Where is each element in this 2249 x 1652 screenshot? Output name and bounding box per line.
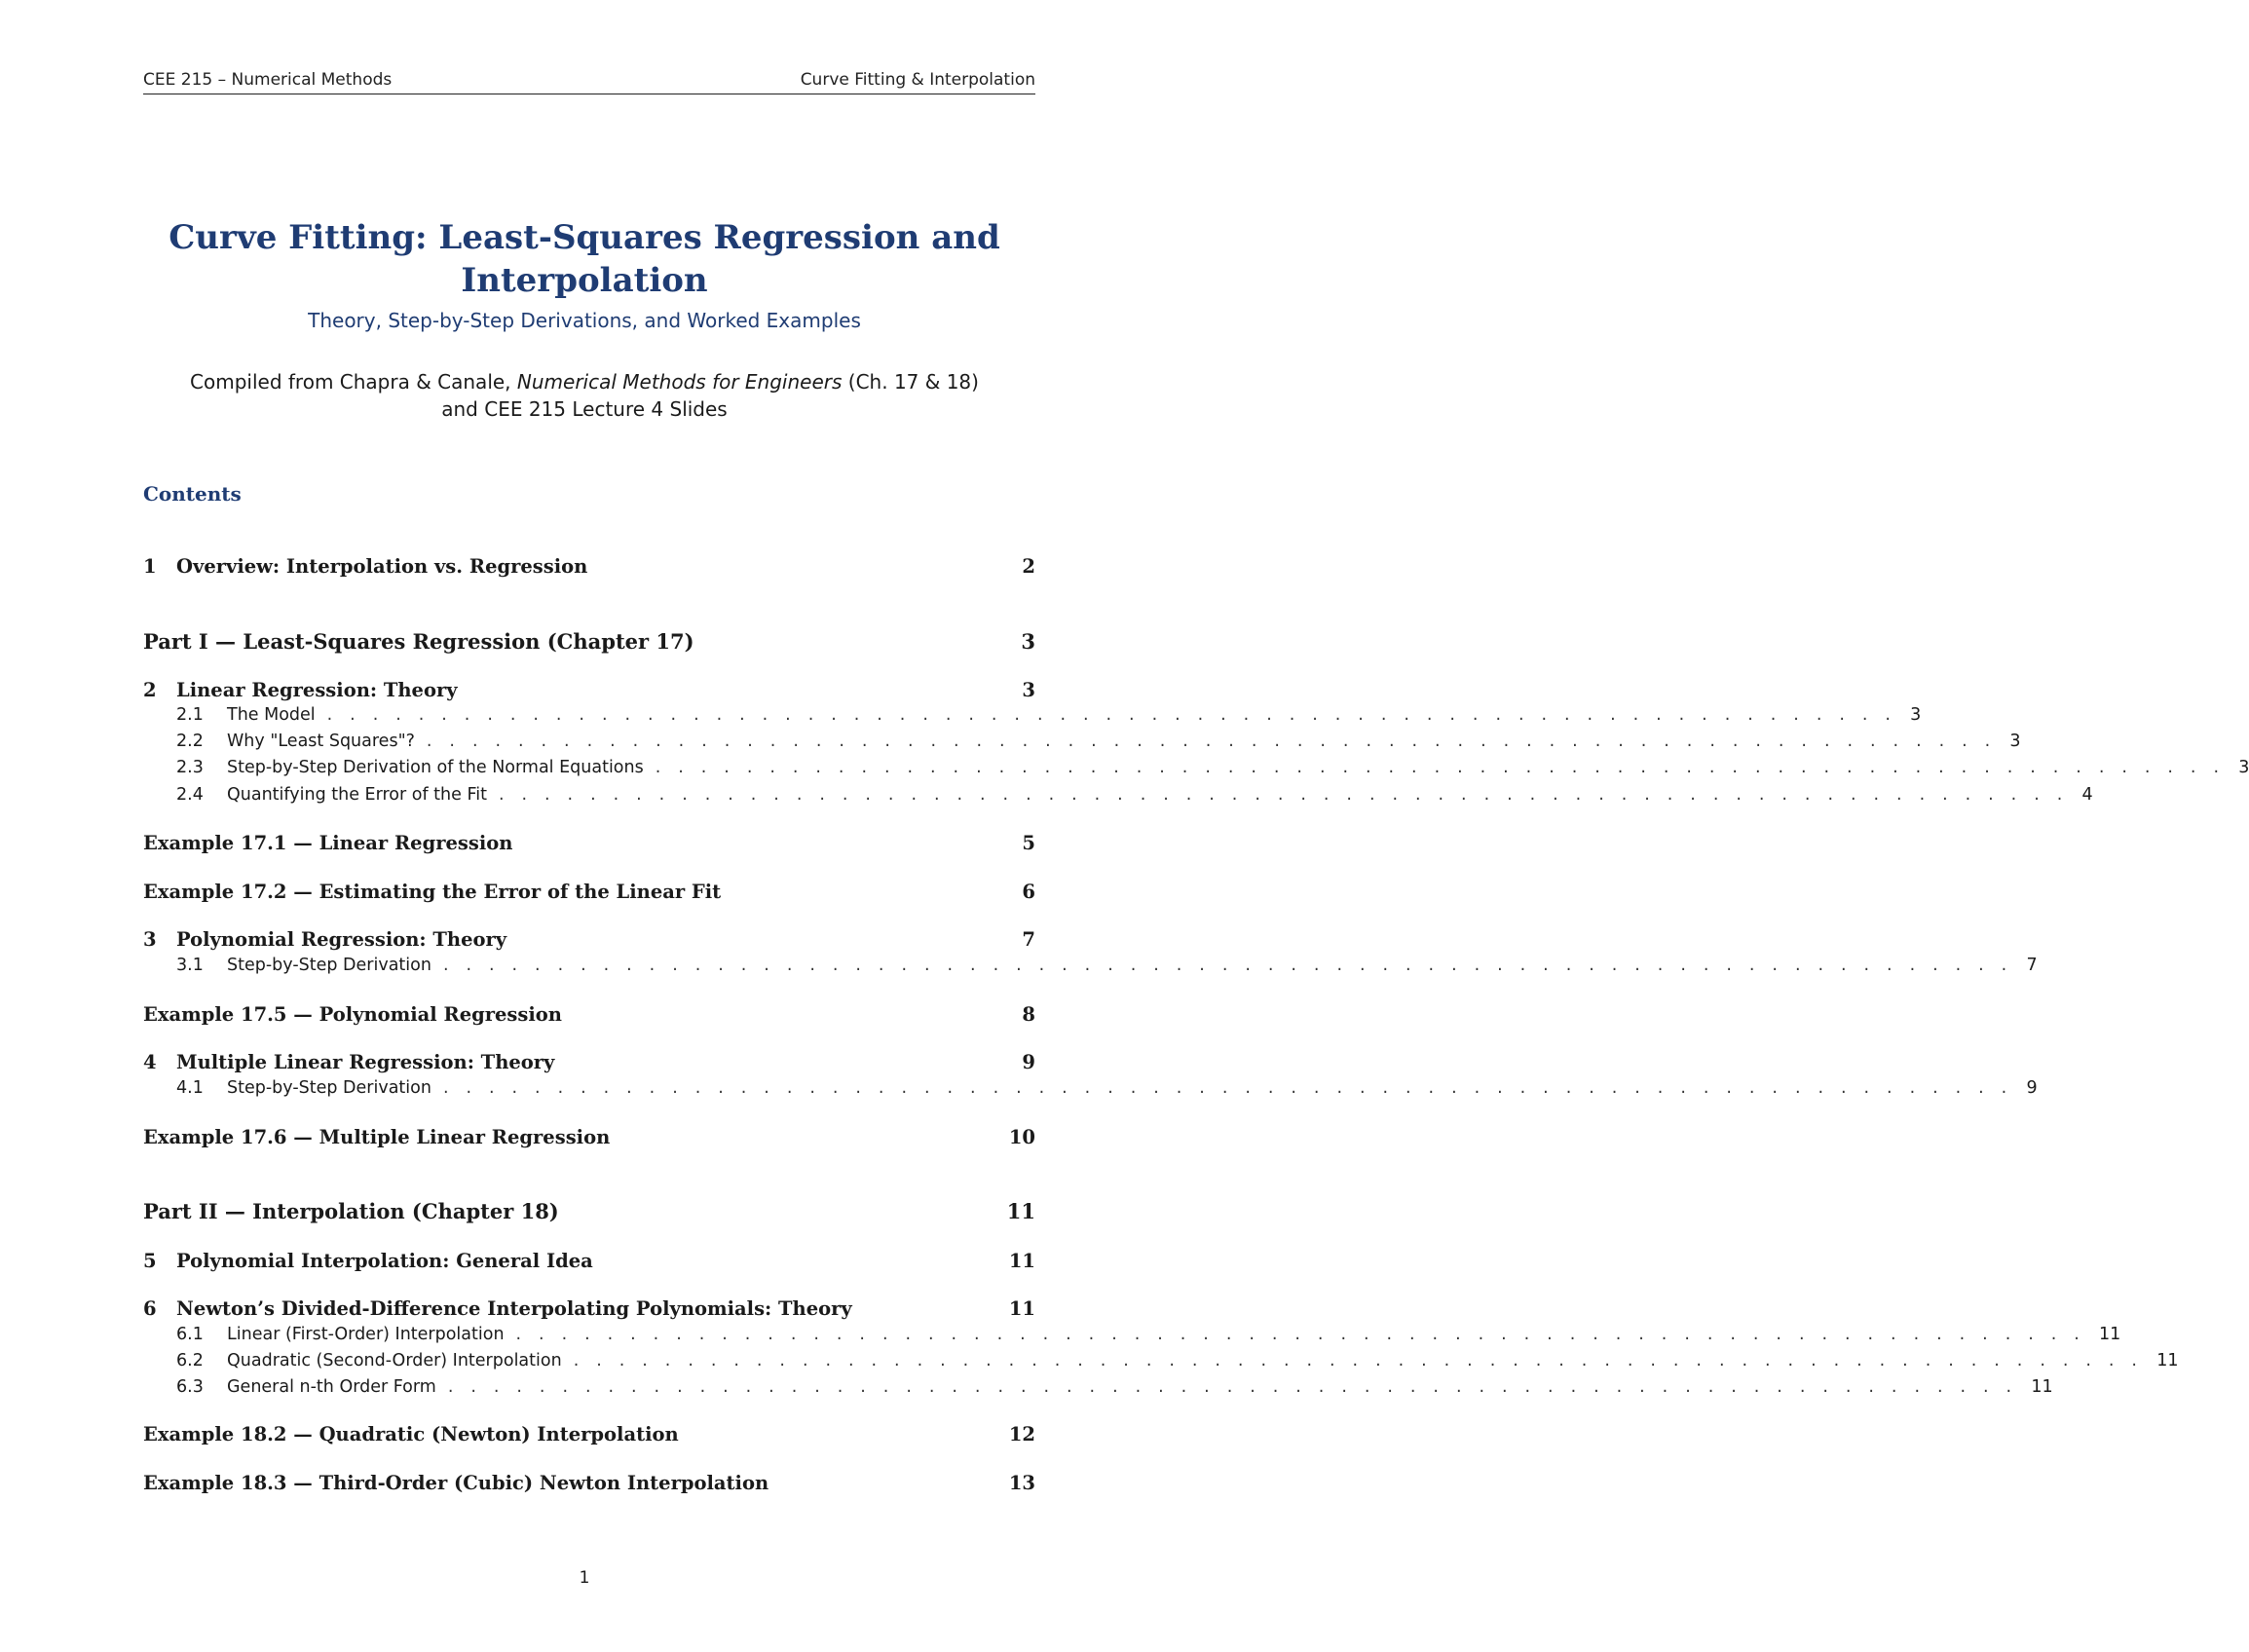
page-number: 1 [579, 1568, 590, 1588]
toc-page: 11 [1008, 1250, 1035, 1272]
toc-section-6[interactable] [143, 1297, 1035, 1320]
toc-section-1[interactable] [143, 555, 1035, 578]
toc-part-2[interactable] [143, 1199, 1035, 1223]
toc-page: 7 [2026, 956, 2038, 975]
source-book-title: Numerical Methods for Engineers [516, 370, 843, 394]
toc-page: 4 [2081, 785, 2093, 805]
toc-title: Example 17.5 — Polynomial Regression [143, 1003, 562, 1026]
toc-number: 3 [143, 928, 157, 951]
running-header [143, 68, 1035, 94]
title-line-2: Interpolation [461, 261, 708, 300]
toc-number: 3.1 [176, 956, 204, 975]
toc-title: Step-by-Step Derivation [227, 1078, 431, 1098]
toc-title: Linear Regression: Theory [176, 679, 458, 701]
toc-subsection-6-3[interactable] [143, 1377, 2053, 1397]
toc-page: 9 [2026, 1078, 2038, 1098]
toc-leader-dots: . . . . . . . . . . . . . . . . . . . . . . . . . . . . . . . . . . . . . . . . . . . . . . . . . . . . . . . . . . . . . . . . . . . . . [426, 732, 1997, 751]
toc-subsection-2-2[interactable] [143, 732, 2021, 751]
toc-example-18-2[interactable] [143, 1423, 1035, 1446]
title-line-1: Curve Fitting: Least-Squares Regression and [169, 218, 1000, 257]
toc-number: 2.3 [176, 758, 204, 777]
header-topic: Curve Fitting & Interpolation [800, 70, 1035, 90]
toc-title: Newton’s Divided-Difference Interpolating Polynomials: Theory [176, 1297, 852, 1320]
source-suffix: (Ch. 17 & 18) [847, 370, 979, 394]
source-note [146, 368, 1023, 423]
toc-page: 11 [2031, 1377, 2053, 1397]
toc-title: Quantifying the Error of the Fit [227, 785, 487, 805]
toc-title: The Model [227, 705, 316, 725]
toc-page: 11 [2156, 1351, 2179, 1370]
toc-number: 2.1 [176, 705, 204, 725]
toc-subsection-6-1[interactable] [143, 1325, 2121, 1344]
toc-page: 7 [1022, 928, 1035, 951]
toc-example-17-2[interactable] [143, 881, 1035, 903]
toc-leader-dots: . . . . . . . . . . . . . . . . . . . . . . . . . . . . . . . . . . . . . . . . . . . . . . . . . . . . . . . . . . . . . . . . . . . . . [326, 705, 1897, 725]
toc-page: 13 [1008, 1472, 1035, 1494]
toc-number: 4.1 [176, 1078, 204, 1098]
toc-leader-dots: . . . . . . . . . . . . . . . . . . . . . . . . . . . . . . . . . . . . . . . . . . . . . . . . . . . . . . . . . . . . . . . . . . . . . [442, 1078, 2013, 1098]
toc-page: 8 [1022, 1003, 1035, 1026]
toc-part-1[interactable] [143, 629, 1035, 654]
toc-subsection-6-2[interactable] [143, 1351, 2179, 1370]
toc-number: 2.4 [176, 785, 204, 805]
toc-section-4[interactable] [143, 1051, 1035, 1073]
toc-number: 2.2 [176, 732, 204, 751]
toc-title: General n-th Order Form [227, 1377, 436, 1397]
toc-subsection-4-1[interactable] [143, 1078, 2038, 1098]
toc-section-5[interactable] [143, 1250, 1035, 1272]
toc-page: 3 [1910, 705, 1922, 725]
toc-page: 3 [2238, 758, 2249, 777]
toc-subsection-2-4[interactable] [143, 785, 2093, 805]
toc-page: 3 [1022, 679, 1035, 701]
toc-page: 5 [1022, 832, 1035, 854]
toc-subsection-2-3[interactable] [143, 758, 2249, 777]
toc-page: 11 [1006, 1199, 1035, 1223]
toc-number: 1 [143, 555, 157, 578]
toc-title: Overview: Interpolation vs. Regression [176, 555, 588, 578]
toc-subsection-2-1[interactable] [143, 705, 1922, 725]
toc-example-17-5[interactable] [143, 1003, 1035, 1026]
toc-title: Polynomial Regression: Theory [176, 928, 507, 951]
toc-page: 9 [1022, 1051, 1035, 1073]
toc-page: 11 [2099, 1325, 2121, 1344]
toc-title: Step-by-Step Derivation [227, 956, 431, 975]
source-line-2: and CEE 215 Lecture 4 Slides [441, 397, 728, 421]
toc-title: Example 17.6 — Multiple Linear Regression [143, 1126, 611, 1148]
toc-title: Multiple Linear Regression: Theory [176, 1051, 555, 1073]
toc-leader-dots: . . . . . . . . . . . . . . . . . . . . . . . . . . . . . . . . . . . . . . . . . . . . . . . . . . . . . . . . . . . . . . . . . . . . . [442, 956, 2013, 975]
source-line-1 [146, 368, 1023, 395]
toc-title: Part II — Interpolation (Chapter 18) [143, 1199, 559, 1223]
toc-number: 5 [143, 1250, 157, 1272]
toc-number: 2 [143, 679, 157, 701]
toc-page: 3 [2009, 732, 2021, 751]
toc-title: Linear (First-Order) Interpolation [227, 1325, 505, 1344]
toc-title: Step-by-Step Derivation of the Normal Equations [227, 758, 644, 777]
toc-title: Part I — Least-Squares Regression (Chapter 17) [143, 629, 694, 654]
document-title [146, 216, 1023, 302]
toc-title: Example 17.1 — Linear Regression [143, 832, 513, 854]
toc-section-2[interactable] [143, 679, 1035, 701]
toc-title: Example 18.3 — Third-Order (Cubic) Newton Interpolation [143, 1472, 769, 1494]
toc-example-17-6[interactable] [143, 1126, 1035, 1148]
toc-number: 6.1 [176, 1325, 204, 1344]
toc-section-3[interactable] [143, 928, 1035, 951]
toc-number: 6.2 [176, 1351, 204, 1370]
toc-number: 6.3 [176, 1377, 204, 1397]
toc-leader-dots: . . . . . . . . . . . . . . . . . . . . . . . . . . . . . . . . . . . . . . . . . . . . . . . . . . . . . . . . . . . . . . . . . . . . . [498, 785, 2069, 805]
toc-subsection-3-1[interactable] [143, 956, 2038, 975]
toc-page: 12 [1008, 1423, 1035, 1446]
toc-title: Example 17.2 — Estimating the Error of the Linear Fit [143, 881, 722, 903]
contents-heading: Contents [143, 482, 242, 506]
toc-title: Example 18.2 — Quadratic (Newton) Interpolation [143, 1423, 679, 1446]
toc-page: 6 [1022, 881, 1035, 903]
toc-leader-dots: . . . . . . . . . . . . . . . . . . . . . . . . . . . . . . . . . . . . . . . . . . . . . . . . . . . . . . . . . . . . . . . . . . . . . [573, 1351, 2144, 1370]
toc-number: 4 [143, 1051, 157, 1073]
toc-page: 3 [1021, 629, 1035, 654]
toc-page: 2 [1022, 555, 1035, 578]
document-subtitle: Theory, Step-by-Step Derivations, and Worked Examples [308, 309, 861, 332]
toc-example-17-1[interactable] [143, 832, 1035, 854]
toc-leader-dots: . . . . . . . . . . . . . . . . . . . . . . . . . . . . . . . . . . . . . . . . . . . . . . . . . . . . . . . . . . . . . . . . . . . . . [515, 1325, 2086, 1344]
toc-page: 10 [1008, 1126, 1035, 1148]
toc-leader-dots: . . . . . . . . . . . . . . . . . . . . . . . . . . . . . . . . . . . . . . . . . . . . . . . . . . . . . . . . . . . . . . . . . . . . . [655, 758, 2226, 777]
header-course: CEE 215 – Numerical Methods [143, 70, 393, 90]
toc-leader-dots: . . . . . . . . . . . . . . . . . . . . . . . . . . . . . . . . . . . . . . . . . . . . . . . . . . . . . . . . . . . . . . . . . . . . . [447, 1377, 2018, 1397]
toc-title: Why "Least Squares"? [227, 732, 415, 751]
toc-page: 11 [1008, 1297, 1035, 1320]
toc-title: Polynomial Interpolation: General Idea [176, 1250, 593, 1272]
source-prefix: Compiled from Chapra & Canale, [190, 370, 511, 394]
toc-example-18-3[interactable] [143, 1472, 1035, 1494]
toc-number: 6 [143, 1297, 157, 1320]
toc-title: Quadratic (Second-Order) Interpolation [227, 1351, 562, 1370]
